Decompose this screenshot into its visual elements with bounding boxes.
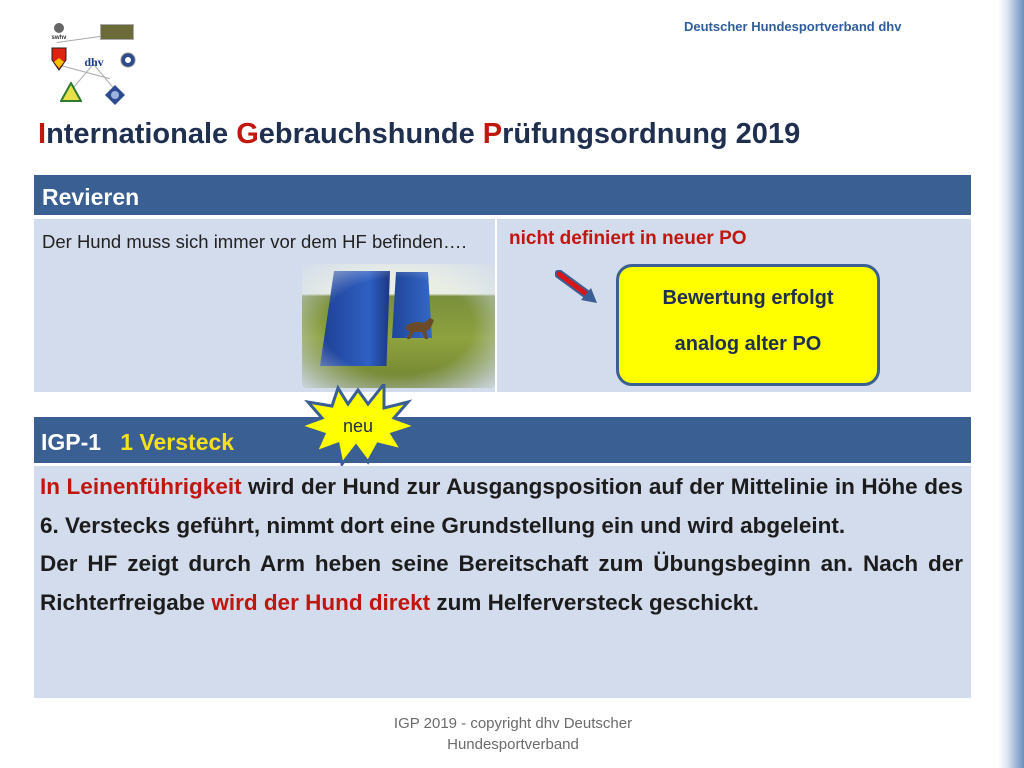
page-title: Internationale Gebrauchshunde Prüfungsordnung 2019: [38, 118, 801, 150]
evaluation-callout: [616, 264, 880, 386]
triangle-logo: [60, 82, 82, 102]
callout-line-1: Bewertung erfolgt: [662, 287, 834, 309]
igp1-description: [34, 466, 971, 698]
dhv-logo: [80, 50, 108, 72]
svg-text:swhv: swhv: [51, 35, 67, 40]
decorative-side-bar: [998, 0, 1024, 768]
new-badge-starburst: [298, 384, 418, 466]
new-badge-label: neu: [342, 416, 374, 436]
association-logos: [40, 20, 150, 108]
svg-text:dhv: dhv: [84, 55, 104, 69]
section-header-revieren: Revieren: [34, 175, 971, 217]
swhv-logo: [46, 22, 72, 40]
shield-logo: [50, 46, 68, 72]
organization-name: Deutscher Hundesportverband dhv: [684, 19, 902, 34]
diamond-logo: [104, 84, 126, 106]
footer-copyright: IGP 2019 - copyright dhv Deutscher Hundesportverband: [393, 715, 633, 753]
dog-tent-photo: [302, 264, 495, 388]
old-rule-text: Der Hund muss sich immer vor dem HF befinden….: [42, 231, 467, 252]
new-rule-text: nicht definiert in neuer PO: [509, 228, 747, 249]
description-paragraph-2: Der HF zeigt durch Arm heben seine Bereitschaft zum Übungsbeginn an. Nach der Richterfreigabe wird der Hund direkt zum Helferversteck geschickt.: [40, 551, 963, 615]
arrow-icon: [555, 270, 601, 306]
hsvrm-logo: [100, 24, 134, 40]
callout-line-2: analog alter PO: [674, 333, 822, 355]
igp-level-label: IGP-1: [41, 429, 102, 455]
description-paragraph-1: In Leinenführigkeit wird der Hund zur Ausgangsposition auf der Mittelinie in Höhe des 6. Verstecks geführt, nimmt dort eine Grundstellung ein und wird abgeleint.: [40, 474, 963, 538]
section-header-igp1: [34, 417, 971, 465]
round-badge-logo: [120, 52, 136, 68]
versteck-label: 1 Versteck: [120, 429, 235, 455]
